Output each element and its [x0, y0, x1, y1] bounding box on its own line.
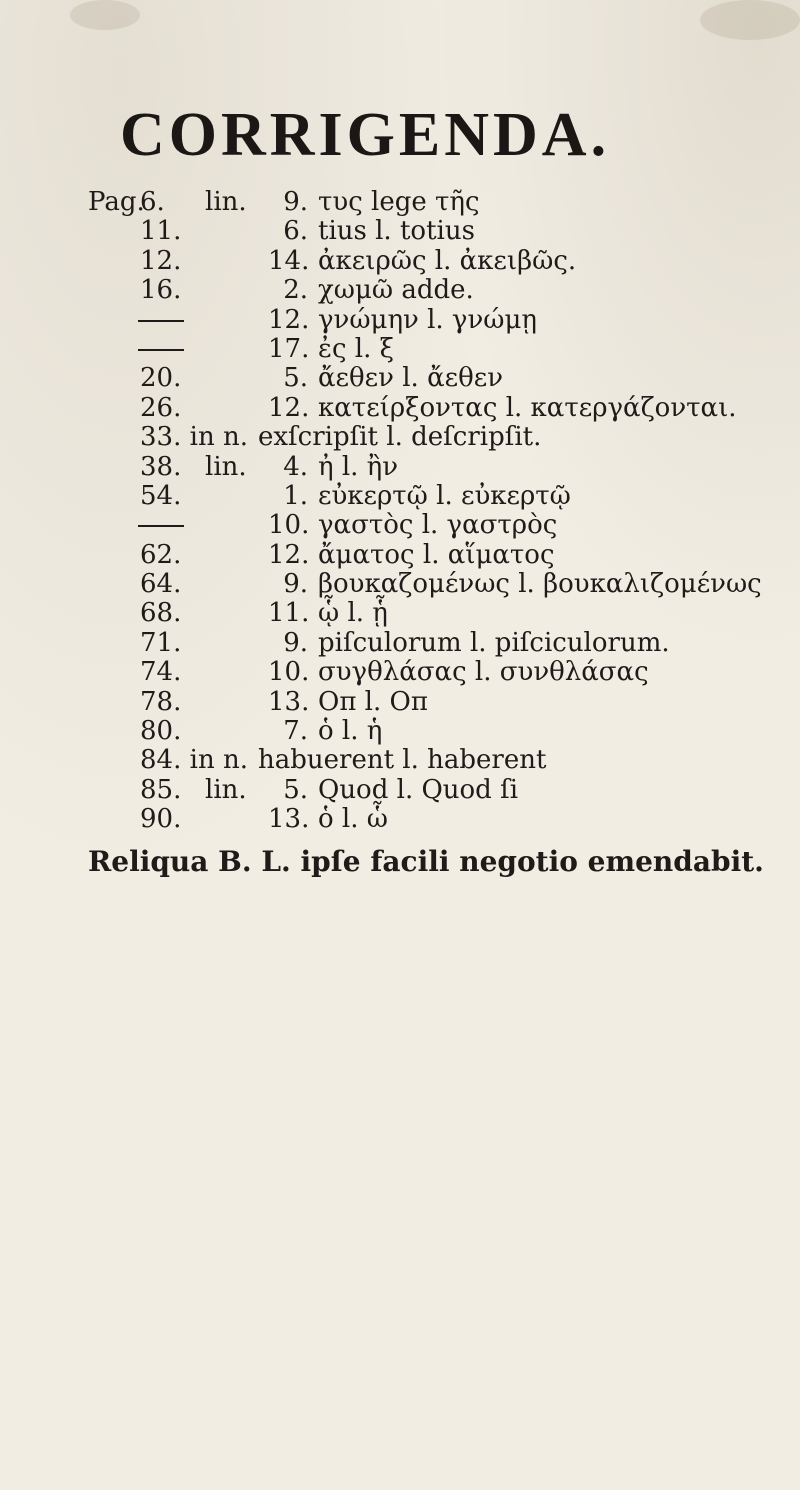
- page-number: 12.: [140, 245, 182, 276]
- correction-text: ᾧ l. ᾗ: [318, 598, 388, 629]
- corrigendum-row: [0, 188, 800, 217]
- page-number: 74.: [140, 657, 182, 688]
- correction-text: χωμῶ adde.: [318, 275, 474, 306]
- correction-text: Oπ l. Oπ: [318, 686, 428, 717]
- line-number: 14.: [268, 245, 310, 276]
- page-number: 54.: [140, 480, 182, 511]
- page-number: 38.: [140, 451, 182, 482]
- page-number: 20.: [140, 363, 182, 394]
- page-number: 6.: [140, 187, 165, 217]
- correction-text: τυς lege τῆς: [318, 187, 480, 217]
- correction-text: ὁ l. ὧ: [318, 804, 388, 835]
- line-number: 12.: [268, 304, 310, 335]
- line-number: 9.: [283, 569, 308, 600]
- correction-text: γαστὸς l. γαστρὸς: [318, 510, 558, 541]
- correction-text: συγθλάσας l. συνθλάσας: [318, 657, 649, 688]
- corrigendum-row: [0, 247, 800, 276]
- line-number: 13.: [268, 804, 310, 835]
- corrigendum-row: [0, 658, 800, 687]
- page-number: 78.: [140, 686, 182, 717]
- correction-text: βουκαζομένως l. βουκαλιζομένως: [318, 569, 762, 600]
- corrigendum-row: [0, 570, 800, 599]
- note-ref: in n.: [189, 422, 248, 453]
- corrigendum-row: [0, 629, 800, 658]
- page-note-ref: [140, 423, 248, 452]
- closing-note: Reliqua B. L. ipſe facili negotio emendabit.: [88, 845, 764, 878]
- correction-text: ἠ l. ἢν: [318, 451, 399, 482]
- line-number: 1.: [283, 480, 308, 511]
- line-number: 10.: [268, 657, 310, 688]
- corrigendum-row: [0, 394, 800, 423]
- line-number: 9.: [283, 627, 308, 658]
- line-number: 4.: [283, 451, 308, 482]
- corrigendum-row: [0, 335, 800, 364]
- corrigendum-row: [0, 776, 800, 805]
- line-number: 12.: [268, 392, 310, 423]
- line-number: 12.: [268, 539, 310, 570]
- line-label: lin.: [205, 187, 247, 217]
- corrigendum-row: [0, 717, 800, 746]
- line-number: 5.: [283, 363, 308, 394]
- corrigendum-row: [0, 217, 800, 246]
- page-number: 64.: [140, 569, 182, 600]
- corrigendum-row: [0, 746, 800, 775]
- corrigendum-row: [0, 511, 800, 540]
- page-number: 80.: [140, 716, 182, 747]
- correction-text: ἀκειρῶς l. ἀκειβῶς.: [318, 245, 577, 276]
- note-ref: in n.: [189, 745, 248, 776]
- corrigenda-list: [0, 188, 800, 835]
- page-number: 11.: [140, 216, 182, 247]
- line-number: 6.: [283, 216, 308, 247]
- correction-text: ἄεθεν l. ἄεθεν: [318, 363, 504, 394]
- correction-text: κατείρξοντας l. κατεργάζονται.: [318, 392, 737, 423]
- line-number: 9.: [283, 187, 308, 217]
- correction-text: tius l. totius: [318, 216, 475, 247]
- ditto-dash: [138, 320, 184, 322]
- page-number: 62.: [140, 539, 182, 570]
- correction-text: γνώμην l. γνώμῃ: [318, 304, 537, 335]
- line-number: 10.: [268, 510, 310, 541]
- corrigendum-row: [0, 364, 800, 393]
- page-number: 90.: [140, 804, 182, 835]
- page-number: 68.: [140, 598, 182, 629]
- corrigendum-row: [0, 599, 800, 628]
- line-number: 7.: [283, 716, 308, 747]
- line-number: 5.: [283, 774, 308, 805]
- corrigendum-row: [0, 453, 800, 482]
- page-note-ref: [140, 746, 248, 775]
- page-title: CORRIGENDA.: [120, 101, 611, 169]
- correction-text: ἐς l. ξ: [318, 333, 394, 364]
- page-number: 71.: [140, 627, 182, 658]
- paper-stain: [70, 0, 140, 30]
- line-label: lin.: [205, 451, 247, 482]
- corrigendum-row: [0, 805, 800, 834]
- correction-text: habuerent l. haberent: [258, 745, 547, 776]
- corrigendum-row: [0, 688, 800, 717]
- corrigendum-row: [0, 276, 800, 305]
- ditto-dash: [138, 349, 184, 351]
- paper-stain: [700, 0, 800, 40]
- page-number: 33.: [140, 422, 182, 453]
- page-number: 84.: [140, 745, 182, 776]
- corrigendum-row: [0, 306, 800, 335]
- correction-text: ὁ l. ἡ: [318, 716, 383, 747]
- page-number: 26.: [140, 392, 182, 423]
- correction-text: piſculorum l. piſciculorum.: [318, 627, 670, 658]
- line-label: lin.: [205, 774, 247, 805]
- page-number: 85.: [140, 774, 182, 805]
- correction-text: ἄματος l. αἵματος: [318, 539, 555, 570]
- corrigendum-row: [0, 541, 800, 570]
- pag-label: Pag.: [88, 187, 145, 217]
- line-number: 17.: [268, 333, 310, 364]
- correction-text: εὐκερτῷ l. εὐκερτῷ: [318, 480, 571, 511]
- correction-text: Quod l. Quod ſi: [318, 774, 519, 805]
- ditto-dash: [138, 525, 184, 527]
- line-number: 13.: [268, 686, 310, 717]
- corrigendum-row: [0, 423, 800, 452]
- corrigendum-row: [0, 482, 800, 511]
- correction-text: exſcripſit l. deſcripſit.: [258, 422, 542, 453]
- line-number: 11.: [268, 598, 310, 629]
- page-number: 16.: [140, 275, 182, 306]
- line-number: 2.: [283, 275, 308, 306]
